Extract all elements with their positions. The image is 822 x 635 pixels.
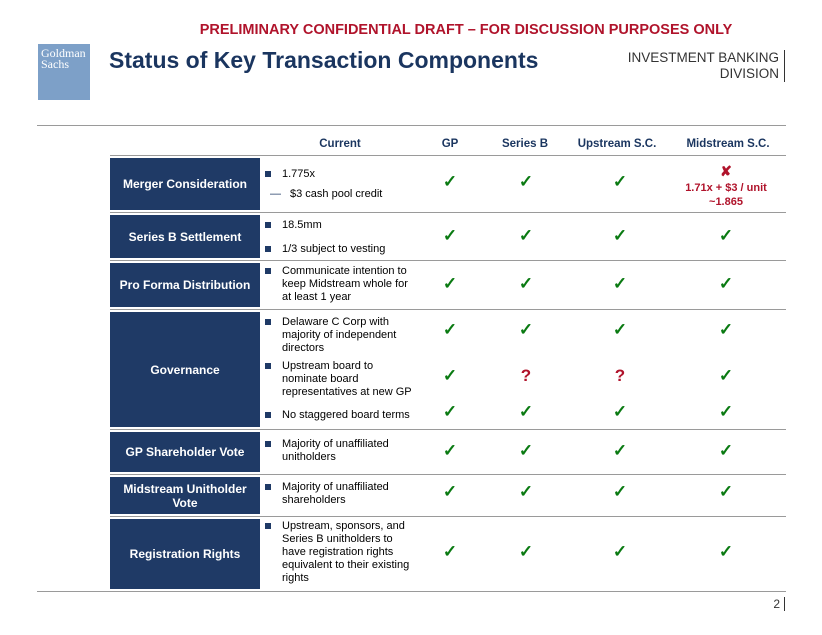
bullet-item: 1/3 subject to vesting	[265, 243, 415, 256]
check-icon: ✓	[518, 320, 534, 339]
check-icon: ✓	[518, 441, 534, 460]
col-header-gp: GP	[441, 138, 459, 150]
col-header-series-b: Series B	[501, 138, 549, 150]
bullet-item: Delaware C Corp with majority of independent directors	[265, 316, 415, 355]
midstream-note: 1.71x + $3 / unit	[685, 182, 767, 194]
row-label-gp-vote: GP Shareholder Vote	[110, 432, 260, 472]
division-line1: INVESTMENT BANKING	[627, 50, 779, 65]
question-icon: ?	[614, 366, 626, 385]
check-icon: ✓	[442, 172, 458, 191]
col-header-midstream: Midstream S.C.	[686, 138, 770, 150]
footer-rule	[37, 591, 786, 592]
row-separator	[110, 260, 786, 261]
page-title: Status of Key Transaction Components	[109, 47, 539, 73]
check-icon: ✓	[612, 172, 628, 191]
bullet-item: Majority of unaffiliated shareholders	[265, 481, 415, 507]
check-icon: ✓	[442, 441, 458, 460]
bullet-item: Upstream, sponsors, and Series B unitholders to have registration rights equivalent to their existing rights	[265, 520, 415, 585]
check-icon: ✓	[612, 226, 628, 245]
row-separator	[110, 309, 786, 310]
check-icon: ✓	[442, 542, 458, 561]
row-separator	[110, 516, 786, 517]
check-icon: ✓	[718, 441, 734, 460]
check-icon: ✓	[612, 542, 628, 561]
check-icon: ✓	[442, 402, 458, 421]
goldman-sachs-logo	[38, 44, 90, 100]
row-label-midstream-vote: Midstream Unitholder Vote	[110, 477, 260, 514]
division-label	[628, 50, 785, 82]
check-icon: ✓	[612, 274, 628, 293]
check-icon: ✓	[612, 441, 628, 460]
bullet-item: 1.775x	[265, 168, 415, 181]
check-icon: ✓	[518, 172, 534, 191]
col-header-current: Current	[319, 138, 361, 150]
check-icon: ✓	[612, 482, 628, 501]
row-label-governance: Governance	[110, 312, 260, 427]
row-separator	[110, 429, 786, 430]
check-icon: ✓	[612, 402, 628, 421]
logo-line1: Goldman	[41, 46, 86, 60]
row-label-registration: Registration Rights	[110, 519, 260, 589]
question-icon: ?	[520, 366, 532, 385]
confidential-banner: PRELIMINARY CONFIDENTIAL DRAFT – FOR DISCUSSION PURPOSES ONLY	[199, 22, 733, 38]
check-icon: ✓	[442, 320, 458, 339]
bullet-item: Upstream board to nominate board representatives at new GP	[265, 360, 415, 399]
check-icon: ✓	[718, 274, 734, 293]
row-label-series-b: Series B Settlement	[110, 215, 260, 258]
midstream-note: ~1.865	[709, 196, 743, 208]
check-icon: ✓	[518, 226, 534, 245]
check-icon: ✓	[518, 542, 534, 561]
check-icon: ✓	[718, 482, 734, 501]
row-separator	[110, 212, 786, 213]
page-number: 2	[773, 597, 785, 611]
sub-bullet-item: — $3 cash pool credit	[270, 188, 383, 200]
row-label-pro-forma: Pro Forma Distribution	[110, 263, 260, 307]
check-icon: ✓	[518, 274, 534, 293]
check-icon: ✓	[718, 402, 734, 421]
check-icon: ✓	[718, 366, 734, 385]
col-header-upstream: Upstream S.C.	[577, 138, 657, 150]
check-icon: ✓	[442, 482, 458, 501]
bullet-item: Communicate intention to keep Midstream whole for at least 1 year	[265, 265, 415, 304]
check-icon: ✓	[518, 402, 534, 421]
header-rule	[37, 125, 786, 126]
check-icon: ✓	[442, 226, 458, 245]
row-label-merger: Merger Consideration	[110, 158, 260, 210]
row-separator	[110, 155, 786, 156]
check-icon: ✓	[718, 226, 734, 245]
bullet-item: 18.5mm	[265, 219, 415, 232]
division-line2: DIVISION	[719, 66, 779, 81]
check-icon: ✓	[718, 320, 734, 339]
check-icon: ✓	[718, 542, 734, 561]
row-separator	[110, 474, 786, 475]
check-icon: ✓	[442, 274, 458, 293]
check-icon: ✓	[442, 366, 458, 385]
bullet-item: No staggered board terms	[265, 409, 415, 422]
check-icon: ✓	[518, 482, 534, 501]
check-icon: ✓	[612, 320, 628, 339]
bullet-item: Majority of unaffiliated unitholders	[265, 438, 415, 464]
logo-line2: Sachs	[41, 57, 69, 71]
cross-icon: ✘	[720, 163, 732, 179]
